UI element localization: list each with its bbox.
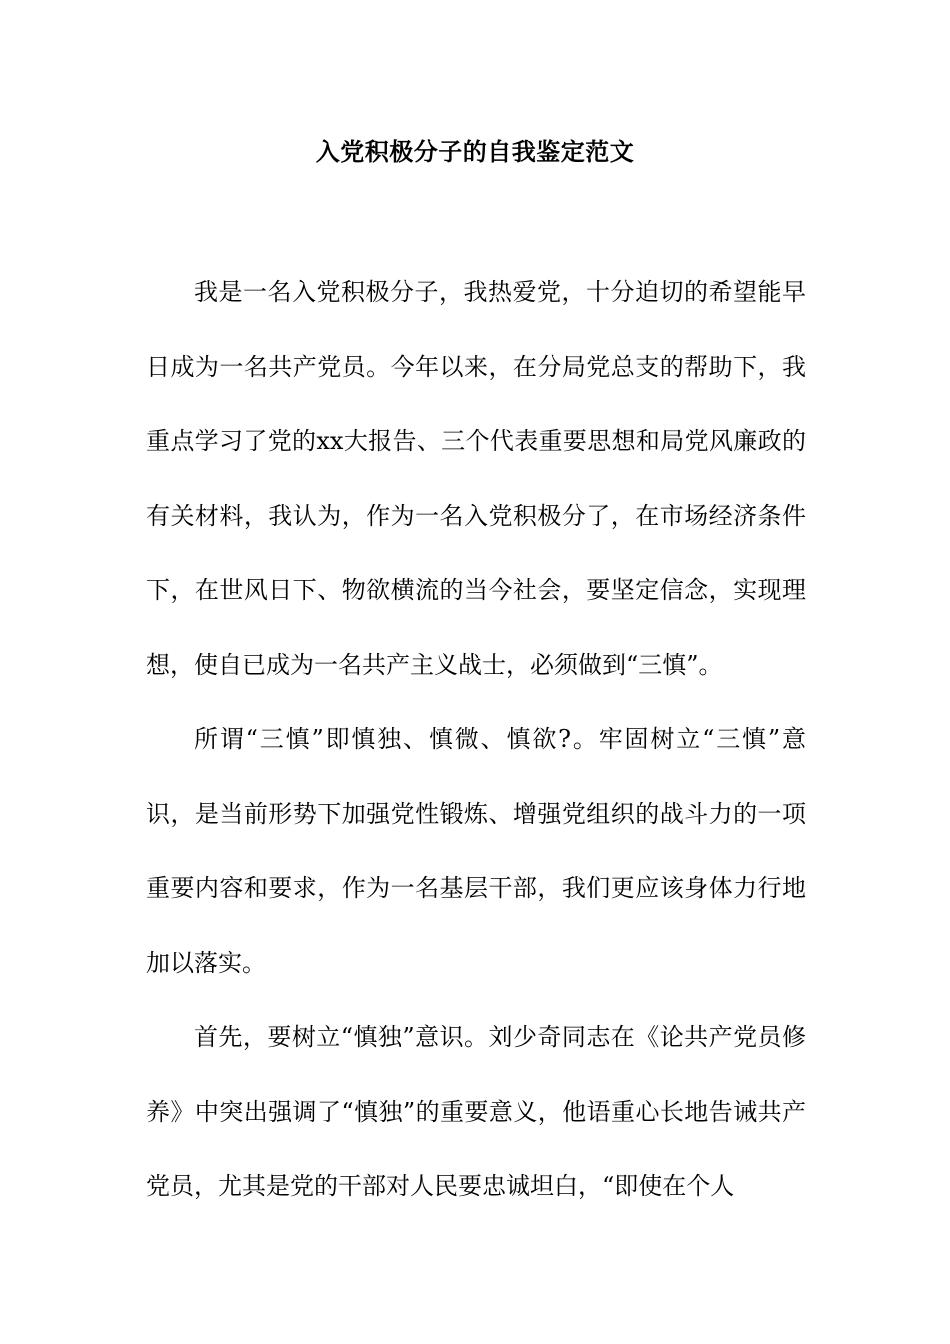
document-title: 入党积极分子的自我鉴定范文 xyxy=(315,137,635,166)
paragraph-3: 首先，要树立“慎独”意识。刘少奇同志在《论共产党员修养》中突出强调了“慎独”的重要意义，他语重心长地告诫共产党员，尤其是党的干部对人民要忠诚坦白，“即使在个人 xyxy=(146,1023,806,1200)
document-body xyxy=(146,255,806,1224)
paragraph-1: 我是一名入党积极分子，我热爱党，十分迫切的希望能早日成为一名共产党员。今年以来，在分局党总支的帮助下，我重点学习了党的xx大报告、三个代表重要思想和局党风廉政的有关材料，我认为，作为一名入党积极分了，在市场经济条件下，在世风日下、物欲横流的当今社会，要坚定信念，实现理想，使自已成为一名共产主义战士，必须做到“三慎”。 xyxy=(146,278,806,679)
paragraph-2: 所谓“三慎”即慎独、慎微、慎欲?。牢固树立“三慎”意识，是当前形势下加强党性锻炼、增强党组织的战斗力的一项重要内容和要求，作为一名基层干部，我们更应该身体力行地加以落实。 xyxy=(146,725,806,977)
